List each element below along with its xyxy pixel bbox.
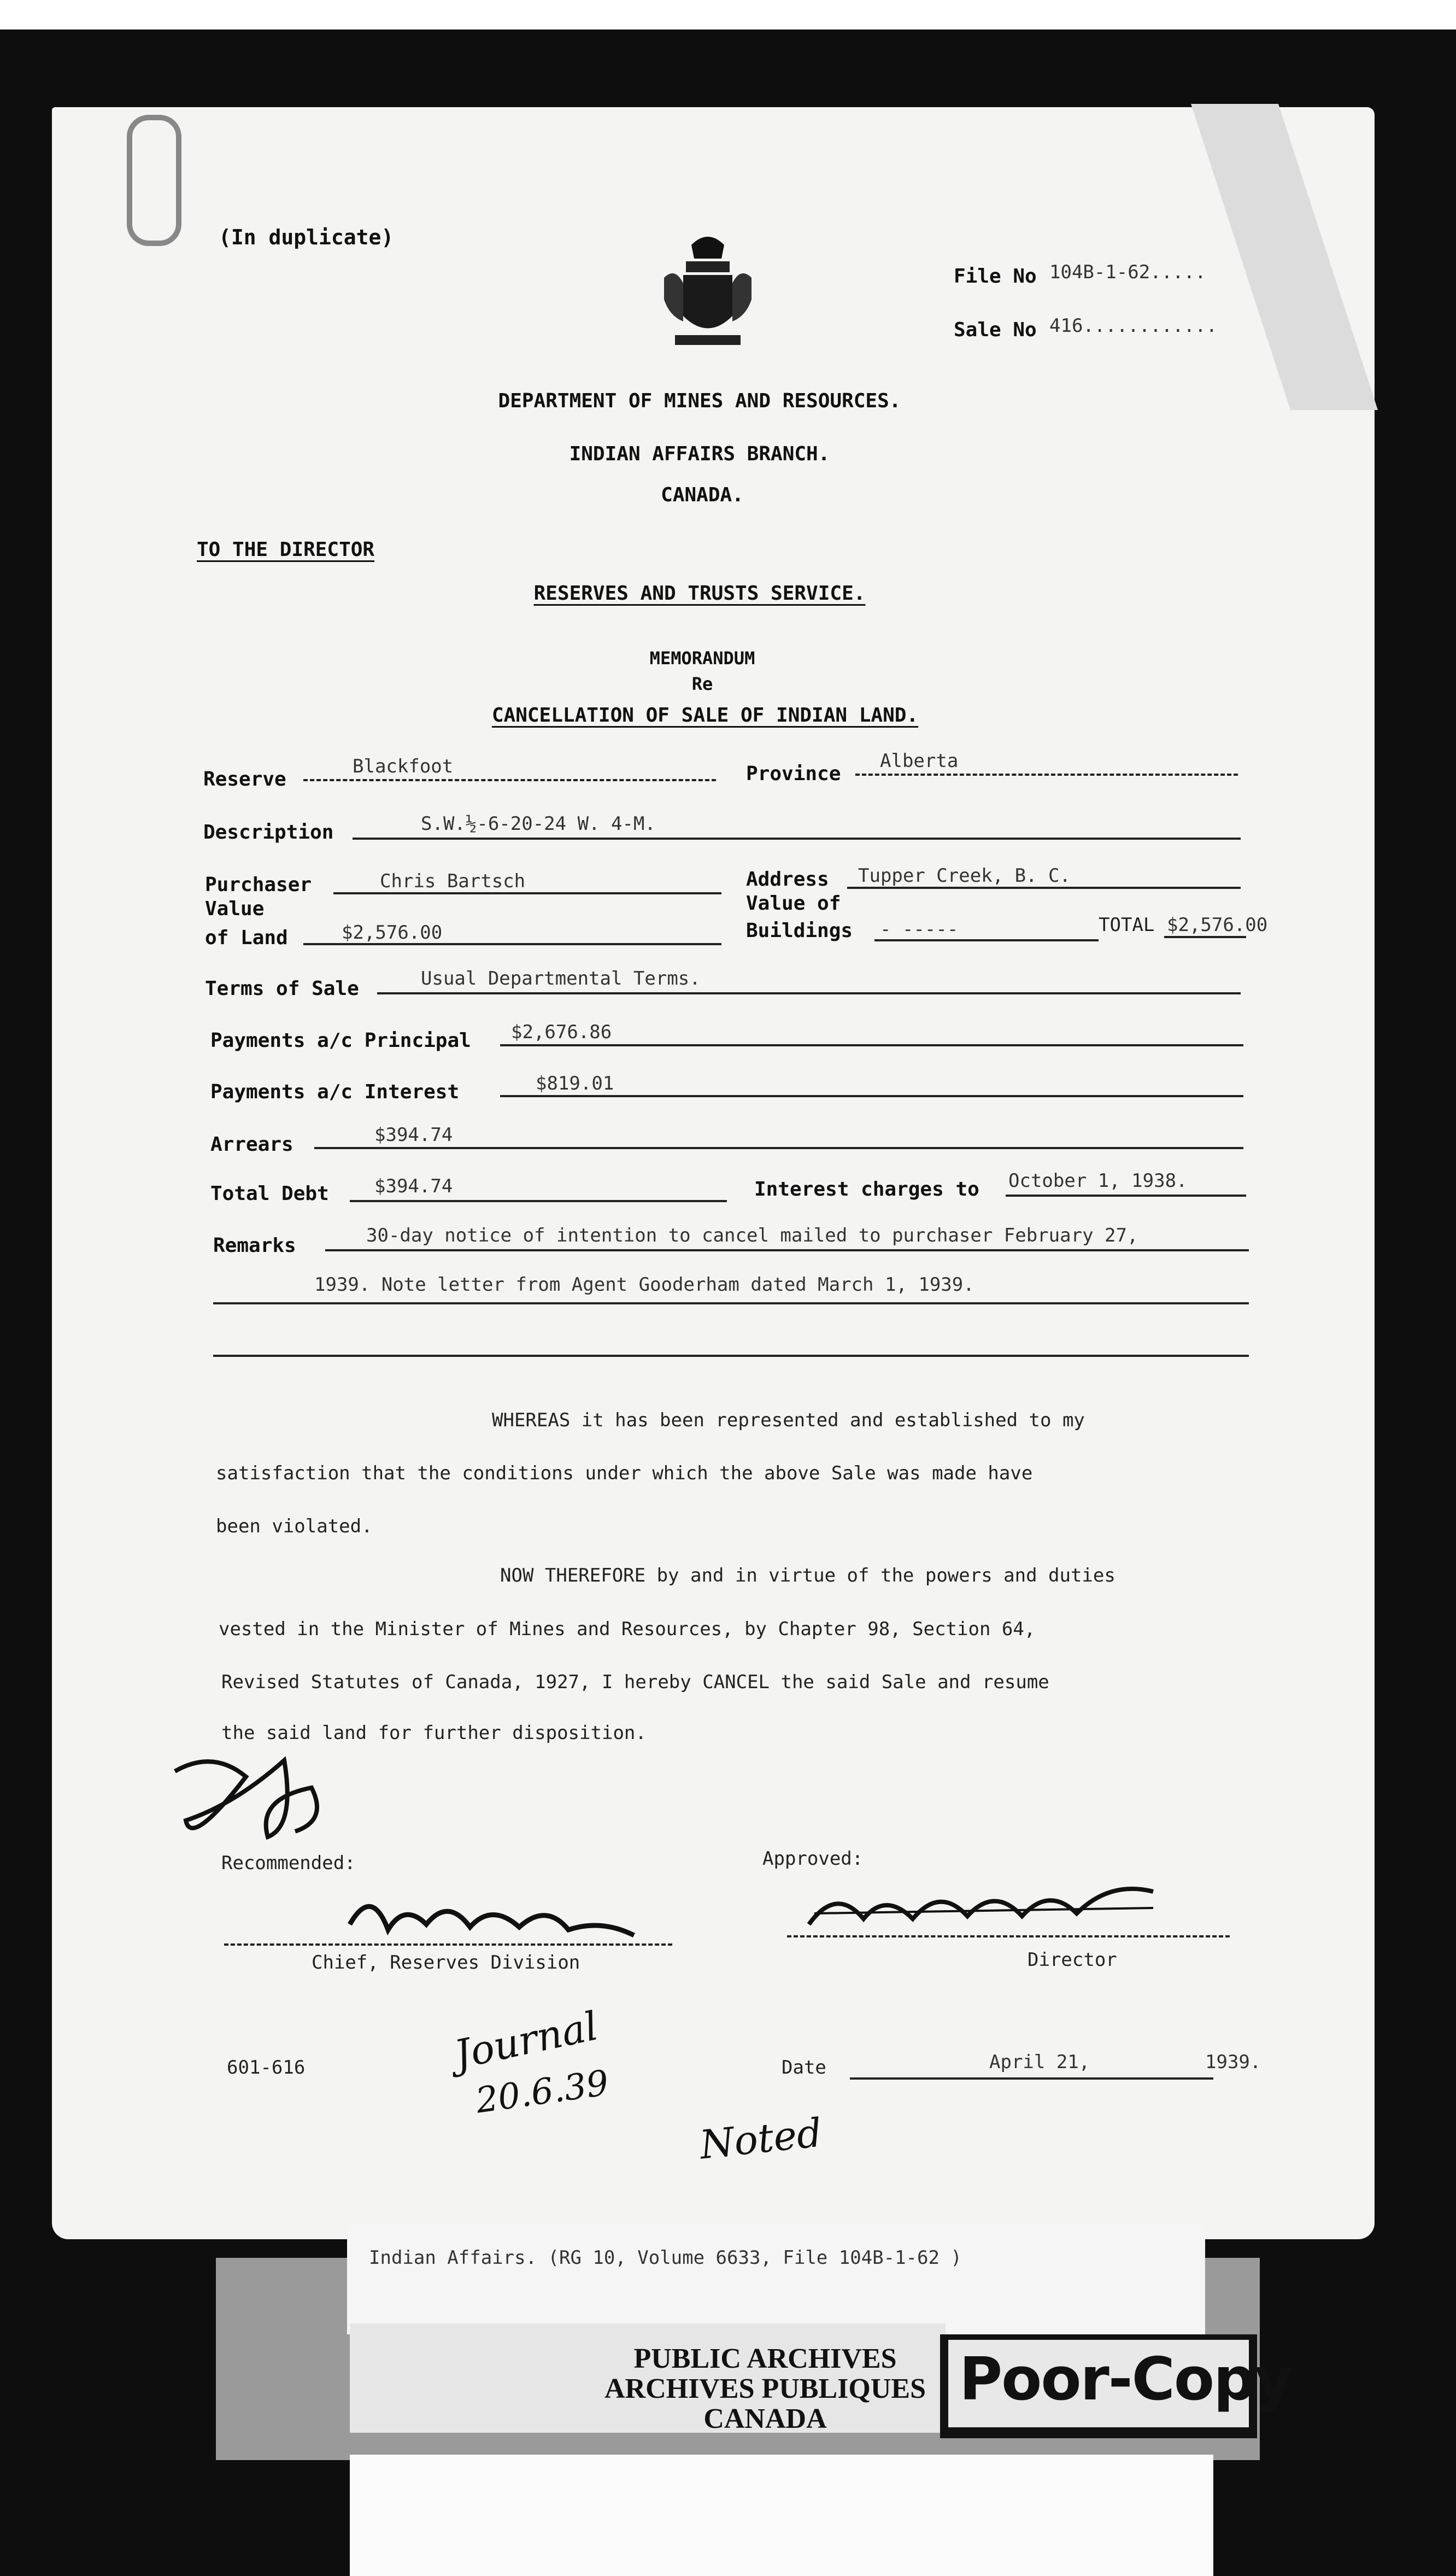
remarks-label: Remarks <box>213 1234 296 1257</box>
address-value: Tupper Creek, B. C. <box>858 865 1071 887</box>
paper-clip-icon <box>127 115 181 246</box>
chief-signature-rule <box>224 1943 672 1946</box>
purchaser-label: Purchaser <box>205 874 312 896</box>
remarks-line-2: 1939. Note letter from Agent Gooderham dated March 1, 1939. <box>314 1274 974 1296</box>
recommended-label: Recommended: <box>221 1852 356 1874</box>
chief-title: Chief, Reserves Division <box>312 1952 580 1974</box>
date-label: Date <box>782 2057 826 2079</box>
total-debt-rule <box>350 1200 727 1202</box>
remarks-line-1: 30-day notice of intention to cancel mailed to purchaser February 27, <box>366 1225 1138 1246</box>
bottom-margin <box>350 2455 1213 2576</box>
body-paragraph-1-line-1: WHEREAS it has been represented and established to my <box>492 1409 1085 1431</box>
interest-charges-label: Interest charges to <box>754 1178 979 1201</box>
total-debt-label: Total Debt <box>210 1182 329 1205</box>
file-reference: 601-616 <box>227 2057 306 2079</box>
date-rule <box>850 2077 1213 2080</box>
remarks-rule-2 <box>213 1302 1249 1304</box>
country-line: CANADA. <box>661 484 744 506</box>
reserve-label: Reserve <box>203 768 286 791</box>
file-no-value: 104B-1-62..... <box>1049 261 1206 283</box>
body-paragraph-2-line-1: NOW THEREFORE by and in virtue of the powers and duties <box>500 1565 1116 1586</box>
total-label: TOTAL <box>1099 914 1155 936</box>
reserve-rule <box>303 779 716 781</box>
department-line: DEPARTMENT OF MINES AND RESOURCES. <box>498 390 901 412</box>
body-paragraph-1-line-2: satisfaction that the conditions under which the above Sale was made have <box>216 1462 1033 1484</box>
archives-line-2: ARCHIVES PUBLIQUES <box>604 2373 926 2404</box>
principal-value: $2,676.86 <box>511 1021 612 1043</box>
terms-rule <box>377 992 1241 994</box>
description-rule <box>353 838 1241 840</box>
memo-label: MEMORANDUM <box>649 648 755 669</box>
buildings-value: - ----- <box>880 918 959 940</box>
archives-line-1: PUBLIC ARCHIVES <box>633 2343 897 2374</box>
archive-reference-box <box>347 2225 1205 2334</box>
body-paragraph-2-line-2: vested in the Minister of Mines and Resources, by Chapter 98, Section 64, <box>219 1618 1036 1640</box>
re-label: Re <box>691 674 713 694</box>
province-value: Alberta <box>880 750 959 772</box>
principal-label: Payments a/c Principal <box>210 1029 471 1052</box>
date-value: April 21, <box>989 2051 1090 2073</box>
total-debt-value: $394.74 <box>374 1175 453 1197</box>
interest-label: Payments a/c Interest <box>210 1081 460 1103</box>
principal-rule <box>500 1044 1243 1046</box>
addressee: TO THE DIRECTOR <box>197 538 375 561</box>
archive-reference: Indian Affairs. (RG 10, Volume 6633, File 104B-1-62 ) <box>369 2247 962 2269</box>
buildings-label: Buildings <box>746 920 853 942</box>
reserve-value: Blackfoot <box>353 756 454 777</box>
remarks-rule-3 <box>213 1355 1249 1357</box>
interest-value: $819.01 <box>536 1073 614 1094</box>
archives-line-3: CANADA <box>703 2403 827 2434</box>
noted-annotation: Noted <box>697 2109 824 2168</box>
service-title: RESERVES AND TRUSTS SERVICE. <box>533 582 866 605</box>
address-label: Address <box>746 868 829 891</box>
approved-label: Approved: <box>762 1848 864 1870</box>
arrears-rule <box>314 1147 1243 1149</box>
interest-charges-rule <box>1006 1195 1246 1197</box>
body-paragraph-2-line-3: Revised Statutes of Canada, 1927, I hereby CANCEL the said Sale and resume <box>221 1671 1049 1693</box>
description-value: S.W.½-6-20-24 W. 4-M. <box>421 813 656 835</box>
interest-rule <box>500 1095 1243 1097</box>
arrears-label: Arrears <box>210 1133 293 1156</box>
terms-value: Usual Departmental Terms. <box>421 968 701 990</box>
memo-subject: CANCELLATION OF SALE OF INDIAN LAND. <box>491 704 919 727</box>
director-signature-rule <box>787 1935 1230 1937</box>
description-label: Description <box>203 821 334 844</box>
chief-signature <box>339 1881 645 1963</box>
director-title: Director <box>1028 1949 1117 1971</box>
date-year: 1939. <box>1205 2051 1261 2073</box>
address-rule <box>847 887 1241 889</box>
province-label: Province <box>746 763 841 785</box>
remarks-rule-1 <box>325 1249 1249 1251</box>
terms-label: Terms of Sale <box>205 977 359 1000</box>
branch-line: INDIAN AFFAIRS BRANCH. <box>569 443 830 465</box>
file-no-label: File No <box>954 265 1037 288</box>
canadian-coat-of-arms-icon <box>653 229 762 352</box>
initials-signature <box>169 1738 377 1853</box>
purchaser-value: Chris Bartsch <box>380 870 526 892</box>
body-paragraph-2-line-4: the said land for further disposition. <box>221 1722 647 1744</box>
of-land-label: of Land <box>205 927 288 949</box>
poor-copy-text: Poor-Copy <box>959 2345 1292 2414</box>
body-paragraph-1-line-3: been violated. <box>216 1515 373 1537</box>
province-rule <box>855 774 1238 776</box>
total-rule <box>1164 936 1246 938</box>
journal-date-annotation: 20.6.39 <box>473 2063 612 2122</box>
value-of-label: Value of <box>746 892 841 915</box>
purchaser-rule <box>333 892 721 894</box>
arrears-value: $394.74 <box>374 1124 453 1146</box>
journal-annotation: Journal <box>450 2003 602 2078</box>
interest-charges-value: October 1, 1938. <box>1008 1170 1188 1192</box>
land-value: $2,576.00 <box>342 922 443 944</box>
value-label: Value <box>205 898 265 920</box>
sale-no-value: 416............ <box>1049 315 1218 337</box>
total-value: $2,576.00 <box>1167 914 1268 936</box>
sale-no-label: Sale No <box>954 319 1037 341</box>
in-duplicate-note: (In duplicate) <box>219 225 394 249</box>
